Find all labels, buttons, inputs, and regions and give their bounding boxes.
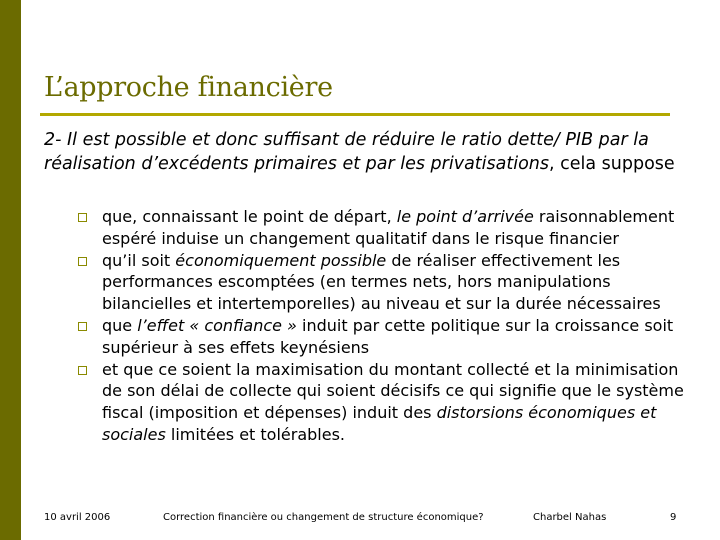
square-bullet-icon [78,322,87,331]
bullet-text: limitées et tolérables. [165,424,345,444]
bullet-text: qu’il soit [102,250,176,270]
bullet-list [78,206,688,446]
bullet-item-4 [78,359,688,446]
title-underline [40,113,670,116]
bullet-text: induit par cette politique sur la croissance soit supérieur à ses effets keynésiens [102,315,674,357]
bullet-emphasis: économiquement possible [175,250,387,270]
intro-paragraph [44,128,684,176]
square-bullet-icon [78,213,87,222]
square-bullet-icon [78,257,87,266]
left-accent-bar [0,0,21,540]
bullet-text: de réaliser effectivement les performances escomptées (en termes nets, hors manipulations bilancielles et intertemporelles) au niveau et sur la durée nécessaires [102,250,661,314]
bullet-text: et que ce soient la maximisation du montant collecté et la minimisation de son délai de collecte qui soient décisifs ce qui signifie que le système fiscal (imposition et dépenses) induit des [102,359,684,423]
bullet-text: raisonnablement espéré induise un changement qualitatif dans le risque financier [102,207,675,248]
footer-author: Charbel Nahas [533,512,607,523]
bullet-item-3 [78,315,688,359]
slide-title: L’approche financière [44,72,333,103]
bullet-item-2 [78,250,688,315]
footer-subject: Correction financière ou changement de structure économique? [163,512,484,523]
bullet-emphasis: le point d’arrivée [396,207,534,226]
footer-date: 10 avril 2006 [44,512,111,523]
square-bullet-icon [78,366,87,375]
bullet-emphasis: distorsions économiques et sociales [102,403,657,444]
intro-lead-italic: 2- Il est possible et donc suffisant de réduire le ratio dette/ PIB par la réalisation d’excédents primaires et par les privatisations [44,130,649,174]
bullet-item-1 [78,206,688,250]
intro-tail: , cela suppose [549,154,675,174]
bullet-text: que, connaissant le point de départ, [102,207,397,226]
footer-page-number: 9 [670,512,677,523]
bullet-text: que [102,315,138,335]
bullet-emphasis: l’effet « confiance » [137,315,297,335]
